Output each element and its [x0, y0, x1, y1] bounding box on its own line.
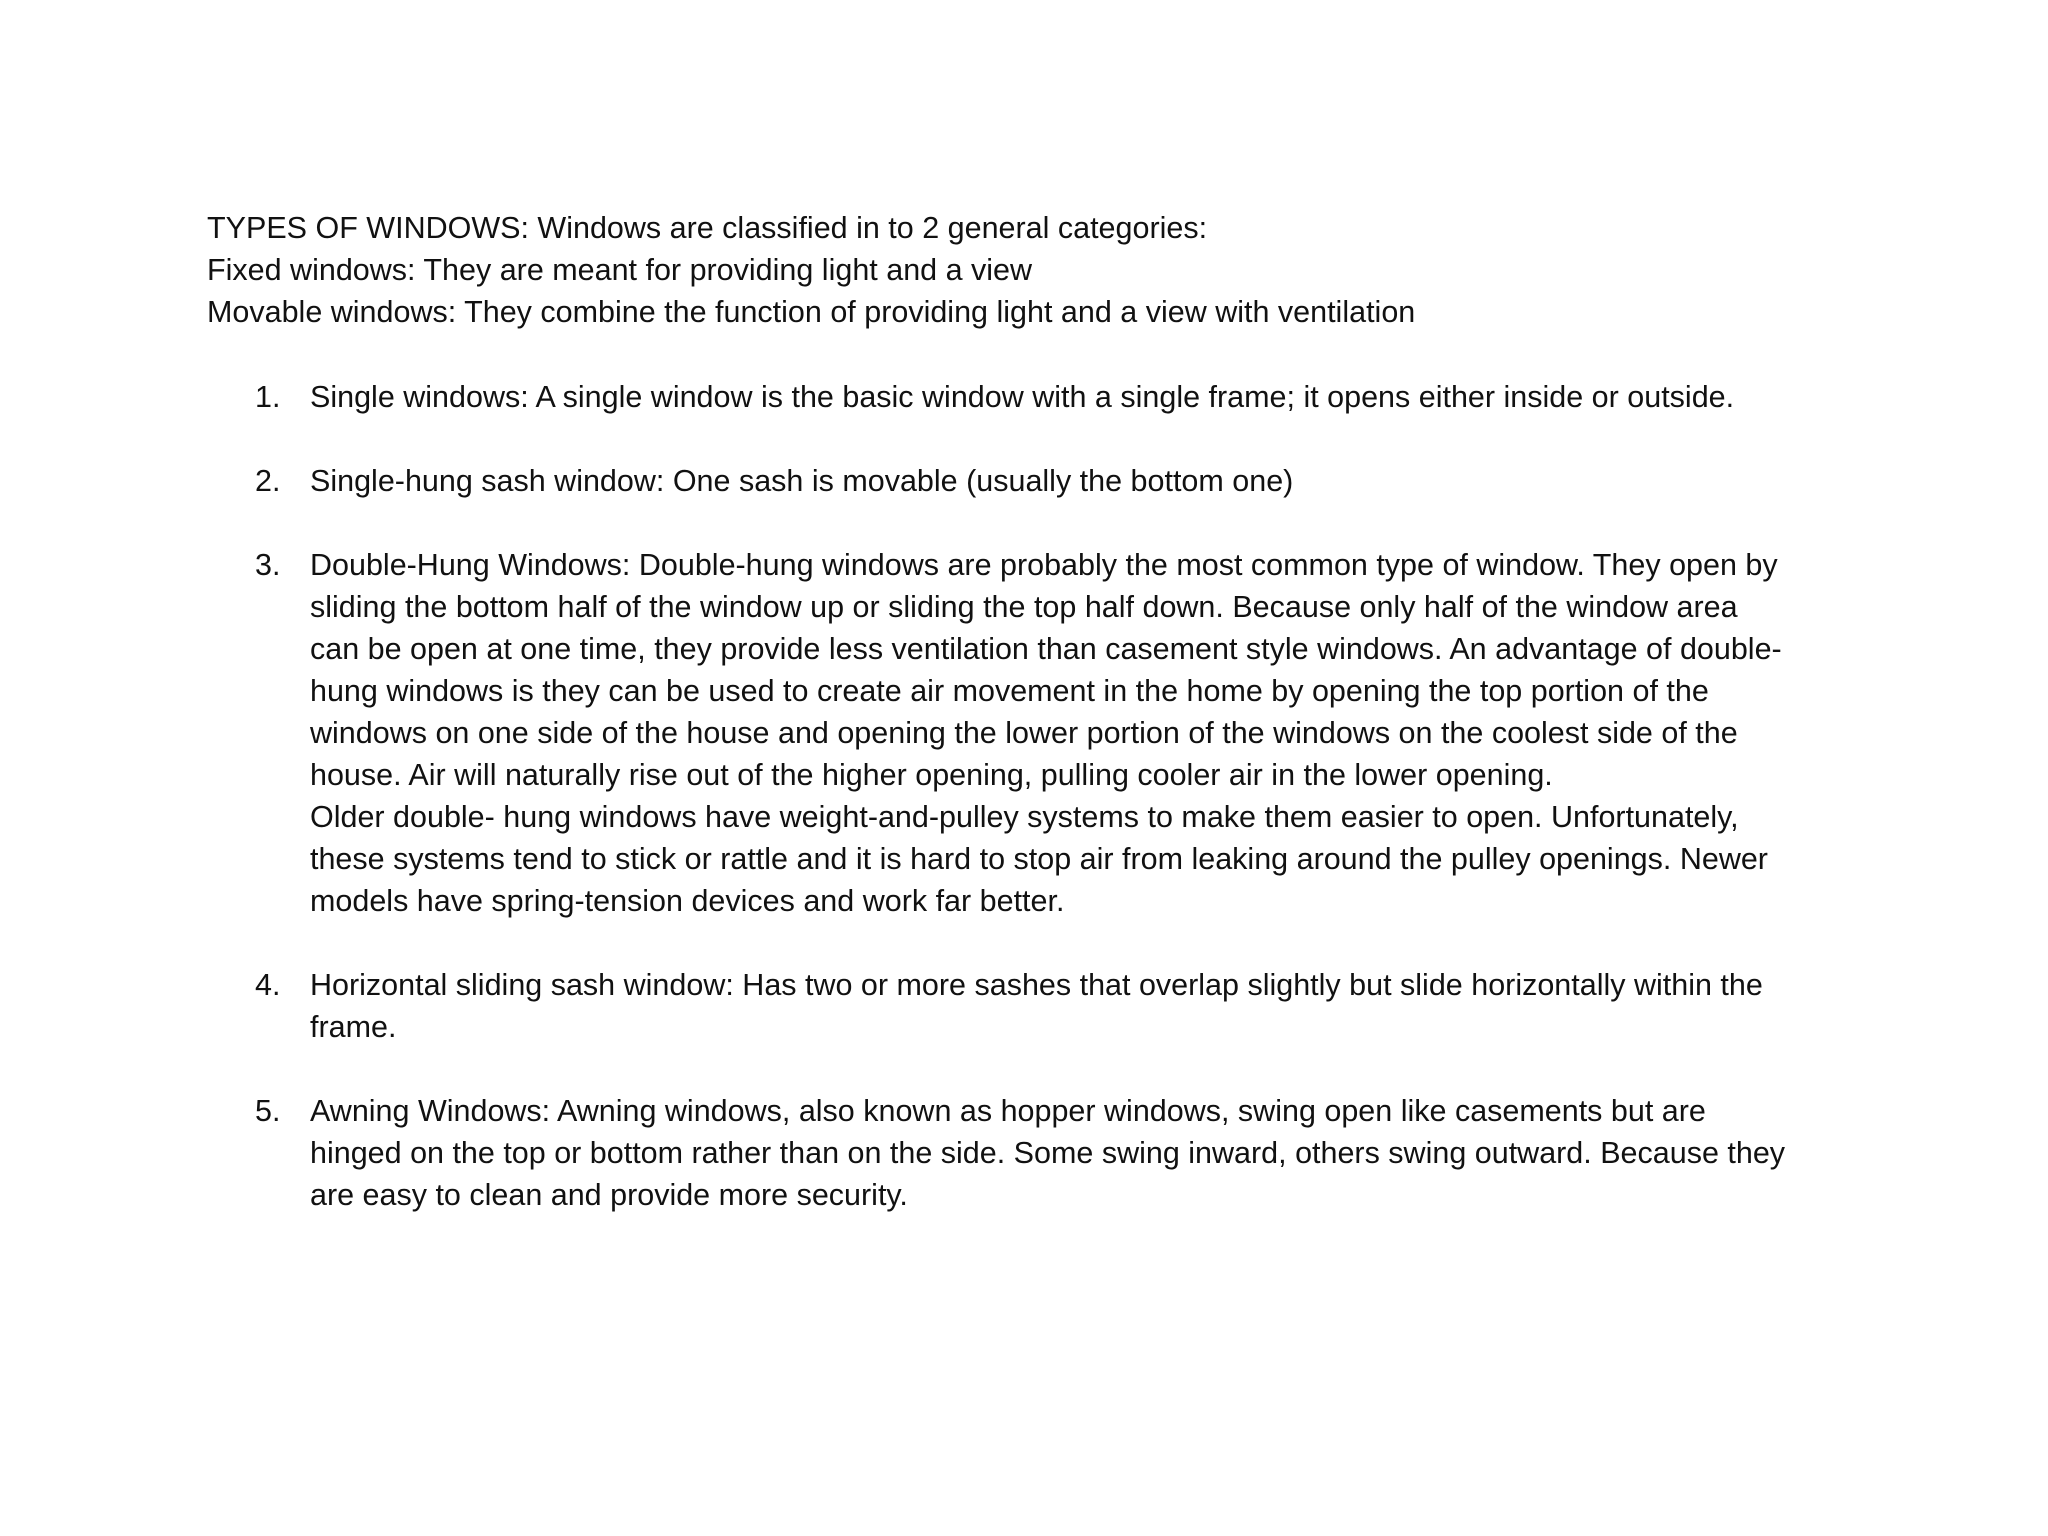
text-line: Single windows: A single window is the basic window with a single frame; it opens either inside or outside.: [310, 380, 1735, 414]
list-item-number: 2.: [255, 464, 281, 498]
intro-heading: TYPES OF WINDOWS: Windows are classified in to 2 general categories:: [207, 211, 1208, 245]
list-item-number: 4.: [255, 968, 281, 1002]
list-item-text: [310, 1090, 1880, 1216]
text-line: Double-Hung Windows: Double-hung windows are probably the most common type of window. They open by: [310, 548, 1778, 582]
list-item-number: 3.: [255, 548, 281, 582]
text-line: Awning Windows: Awning windows, also known as hopper windows, swing open like casements but are: [310, 1094, 1706, 1128]
text-line: these systems tend to stick or rattle and it is hard to stop air from leaking around the pulley openings. Newer: [310, 842, 1768, 876]
text-line: sliding the bottom half of the window up or sliding the top half down. Because only half of the window area: [310, 590, 1738, 624]
list-item-text: [310, 964, 1880, 1048]
list-item-text: [310, 460, 1880, 502]
text-line: Horizontal sliding sash window: Has two or more sashes that overlap slightly but slide horizontally within the: [310, 968, 1763, 1002]
text-line: models have spring-tension devices and work far better.: [310, 884, 1065, 918]
text-line: hinged on the top or bottom rather than on the side. Some swing inward, others swing outward. Because they: [310, 1136, 1786, 1170]
list-item-text: [310, 544, 1880, 922]
text-line: Older double- hung windows have weight-and-pulley systems to make them easier to open. Unfortunately,: [310, 800, 1739, 834]
list-item-number: 1.: [255, 380, 281, 414]
text-line: hung windows is they can be used to create air movement in the home by opening the top portion of the: [310, 674, 1709, 708]
text-line: are easy to clean and provide more security.: [310, 1178, 908, 1212]
intro-block: [207, 207, 1907, 333]
text-line: can be open at one time, they provide less ventilation than casement style windows. An advantage of double-: [310, 632, 1782, 666]
intro-movable-windows: Movable windows: They combine the function of providing light and a view with ventilation: [207, 295, 1416, 329]
text-line: Single-hung sash window: One sash is movable (usually the bottom one): [310, 464, 1294, 498]
list-item-text: [310, 376, 1880, 418]
text-line: house. Air will naturally rise out of the higher opening, pulling cooler air in the lower opening.: [310, 758, 1553, 792]
list-item-number: 5.: [255, 1094, 281, 1128]
text-line: windows on one side of the house and opening the lower portion of the windows on the coolest side of the: [310, 716, 1738, 750]
intro-fixed-windows: Fixed windows: They are meant for providing light and a view: [207, 253, 1033, 287]
text-line: frame.: [310, 1010, 397, 1044]
